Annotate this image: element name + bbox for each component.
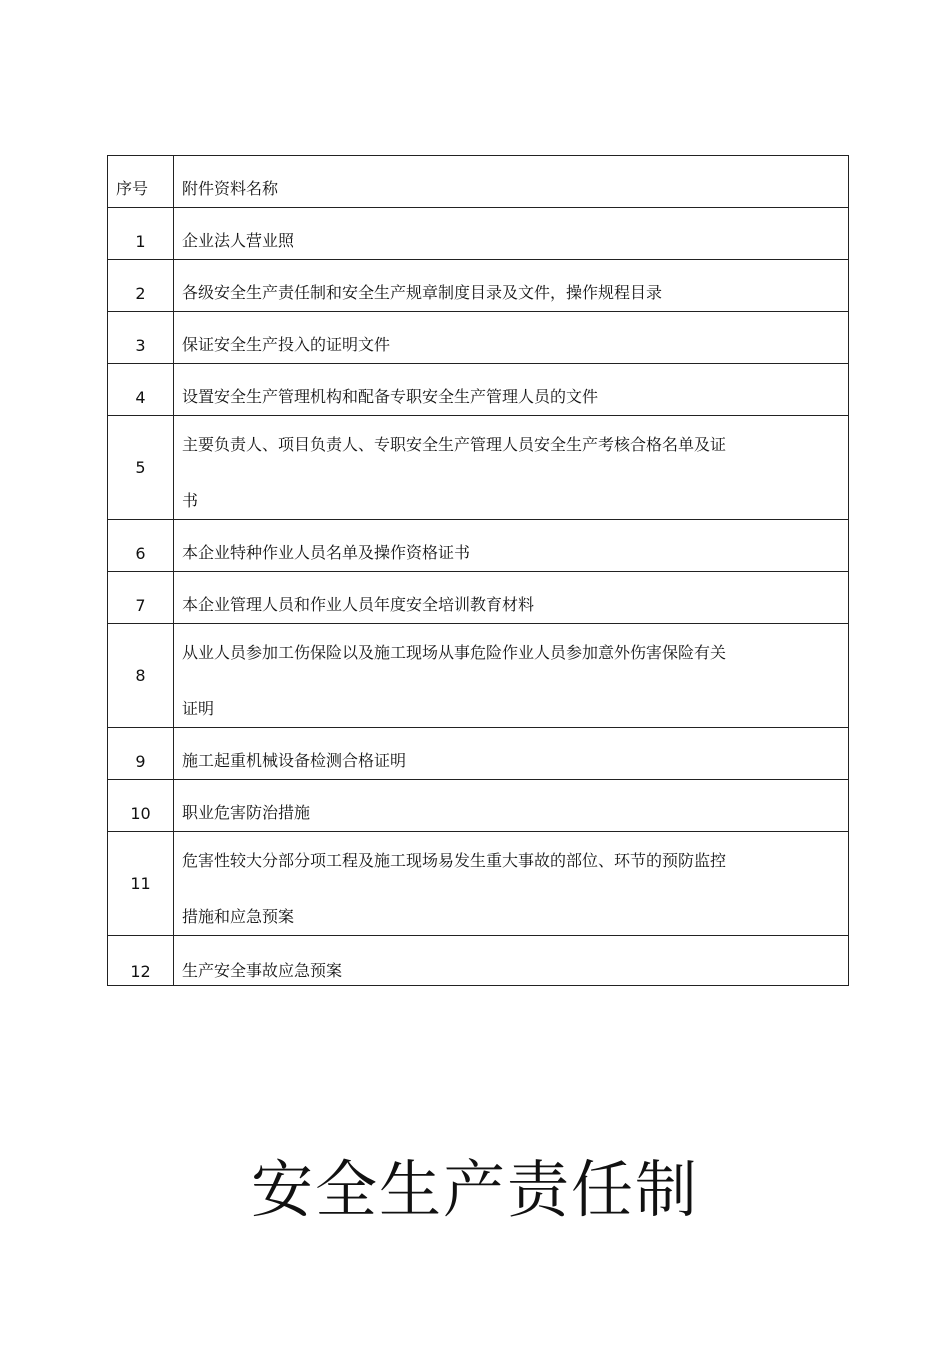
row-name-cell [174,728,849,780]
table-row [108,416,849,520]
row-name: 施工起重机械设备检测合格证明 [182,751,407,770]
row-num: 10 [130,804,151,823]
table-row [108,572,849,624]
table-row [108,312,849,364]
table-row [108,728,849,780]
row-name-line: 危害性较大分部分项工程及施工现场易发生重大事故的部位、环节的预防监控 [182,851,727,870]
row-num-cell [108,416,174,520]
row-num: 7 [135,596,146,615]
header-name-cell [174,156,849,208]
attachment-table [107,155,849,986]
row-name-line: 书 [182,491,199,510]
row-name: 生产安全事故应急预案 [182,961,343,980]
row-name: 企业法人营业照 [182,231,295,250]
row-num: 1 [135,232,146,251]
row-num: 12 [130,962,151,981]
table-row [108,936,849,986]
row-name-line: 从业人员参加工伤保险以及施工现场从事危险作业人员参加意外伤害保险有关 [182,643,727,662]
row-name-cell [174,208,849,260]
row-num-cell [108,624,174,728]
row-num-cell [108,364,174,416]
table-row [108,624,849,728]
document-title: 安全生产责任制 [250,1153,699,1226]
table-row [108,780,849,832]
row-name: 保证安全生产投入的证明文件 [182,335,391,354]
row-name: 各级安全生产责任制和安全生产规章制度目录及文件，操作规程目录 [182,283,663,302]
row-name-cell [174,780,849,832]
row-num: 11 [130,874,151,893]
table-row [108,260,849,312]
row-num: 9 [135,752,146,771]
row-name-cell [174,260,849,312]
table-row [108,832,849,936]
row-num-cell [108,572,174,624]
row-num-cell [108,780,174,832]
row-name: 本企业特种作业人员名单及操作资格证书 [182,543,471,562]
row-name-cell [174,572,849,624]
row-name-line: 证明 [182,699,215,718]
table-row [108,364,849,416]
table-header-row [108,156,849,208]
row-num-cell [108,260,174,312]
row-name: 设置安全生产管理机构和配备专职安全生产管理人员的文件 [182,387,599,406]
row-name-line: 措施和应急预案 [182,907,295,926]
row-name: 职业危害防治措施 [182,803,311,822]
row-num: 4 [135,388,146,407]
row-num-cell [108,208,174,260]
row-num: 6 [135,544,146,563]
row-name-cell [174,416,849,520]
row-name-cell [174,832,849,936]
row-name-cell [174,936,849,986]
row-name-cell [174,312,849,364]
header-name: 附件资料名称 [182,179,279,198]
row-num: 5 [135,458,146,477]
row-num-cell [108,520,174,572]
header-num: 序号 [116,179,149,198]
row-num-cell [108,728,174,780]
table-row [108,520,849,572]
row-num: 2 [135,284,146,303]
row-name-line: 主要负责人、项目负责人、专职安全生产管理人员安全生产考核合格名单及证 [182,435,727,454]
row-name-cell [174,364,849,416]
table-row [108,208,849,260]
header-num-cell [108,156,174,208]
row-num-cell [108,312,174,364]
row-name: 本企业管理人员和作业人员年度安全培训教育材料 [182,595,535,614]
row-num-cell [108,832,174,936]
row-name-cell [174,520,849,572]
row-num: 8 [135,666,146,685]
row-num-cell [108,936,174,986]
row-num: 3 [135,336,146,355]
row-name-cell [174,624,849,728]
